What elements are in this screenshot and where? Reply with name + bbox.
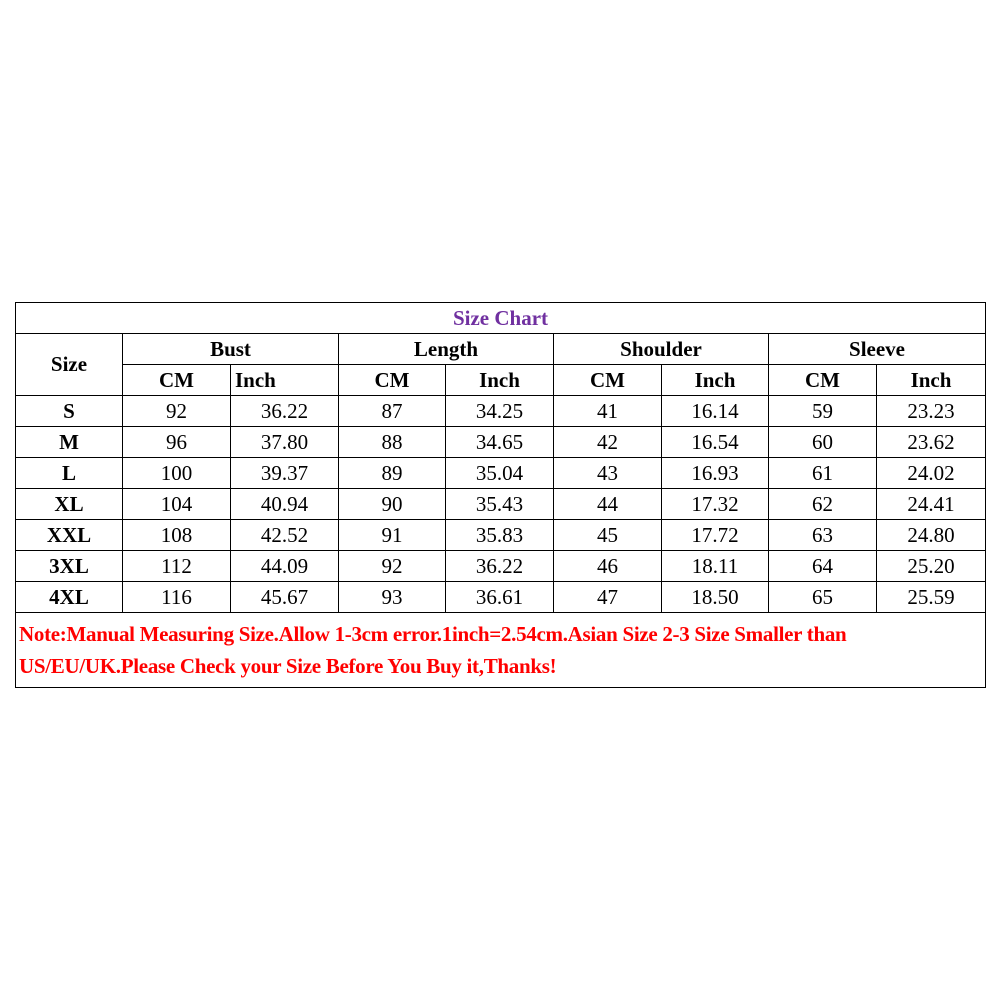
shoulder-cm-cell: 42 [554,427,662,458]
sleeve-cm-cell: 61 [769,458,877,489]
title-row [16,303,986,334]
sleeve-cm-cell: 62 [769,489,877,520]
bust-inch-cell: 45.67 [231,582,339,613]
bust-inch-cell: 37.80 [231,427,339,458]
length-inch-cell: 35.83 [446,520,554,551]
table-row [16,396,986,427]
shoulder-inch-cell: 17.32 [662,489,769,520]
sleeve-inch-cell: 24.80 [877,520,986,551]
bust-cm-cell: 96 [123,427,231,458]
measurement-note: Note:Manual Measuring Size.Allow 1-3cm error.1inch=2.54cm.Asian Size 2-3 Size Smaller than US/EU/UK.Please Check your Size Before You Buy it,Thanks! [16,613,986,688]
group-header-row [16,334,986,365]
table-row [16,551,986,582]
bust-inch-cell: 39.37 [231,458,339,489]
table-row [16,489,986,520]
shoulder-inch-cell: 16.54 [662,427,769,458]
unit-header-cm: CM [339,365,446,396]
unit-header-cm: CM [554,365,662,396]
bust-inch-cell: 44.09 [231,551,339,582]
bust-inch-cell: 36.22 [231,396,339,427]
bust-cm-cell: 92 [123,396,231,427]
length-inch-cell: 35.43 [446,489,554,520]
group-header-shoulder: Shoulder [554,334,769,365]
group-header-bust: Bust [123,334,339,365]
size-label: M [16,427,123,458]
sleeve-cm-cell: 64 [769,551,877,582]
unit-header-cm: CM [123,365,231,396]
length-cm-cell: 91 [339,520,446,551]
shoulder-inch-cell: 18.11 [662,551,769,582]
unit-header-inch: Inch [877,365,986,396]
size-label: XL [16,489,123,520]
sleeve-inch-cell: 24.02 [877,458,986,489]
size-column-header: Size [16,334,123,396]
table-row [16,520,986,551]
sleeve-inch-cell: 25.20 [877,551,986,582]
sleeve-cm-cell: 59 [769,396,877,427]
sleeve-inch-cell: 23.62 [877,427,986,458]
shoulder-cm-cell: 44 [554,489,662,520]
length-inch-cell: 35.04 [446,458,554,489]
shoulder-inch-cell: 18.50 [662,582,769,613]
note-row [16,613,986,688]
sleeve-cm-cell: 63 [769,520,877,551]
bust-cm-cell: 116 [123,582,231,613]
table-row [16,458,986,489]
unit-header-inch: Inch [231,365,339,396]
length-cm-cell: 87 [339,396,446,427]
unit-header-inch: Inch [662,365,769,396]
unit-header-row [16,365,986,396]
unit-header-inch: Inch [446,365,554,396]
length-cm-cell: 88 [339,427,446,458]
sleeve-inch-cell: 23.23 [877,396,986,427]
shoulder-inch-cell: 17.72 [662,520,769,551]
length-cm-cell: 89 [339,458,446,489]
table-row [16,582,986,613]
bust-inch-cell: 40.94 [231,489,339,520]
sleeve-cm-cell: 60 [769,427,877,458]
length-inch-cell: 34.25 [446,396,554,427]
sleeve-cm-cell: 65 [769,582,877,613]
bust-cm-cell: 112 [123,551,231,582]
length-cm-cell: 90 [339,489,446,520]
shoulder-inch-cell: 16.14 [662,396,769,427]
size-label: 4XL [16,582,123,613]
shoulder-cm-cell: 43 [554,458,662,489]
shoulder-cm-cell: 47 [554,582,662,613]
shoulder-inch-cell: 16.93 [662,458,769,489]
unit-header-cm: CM [769,365,877,396]
bust-cm-cell: 100 [123,458,231,489]
sleeve-inch-cell: 25.59 [877,582,986,613]
size-label: S [16,396,123,427]
length-inch-cell: 36.22 [446,551,554,582]
shoulder-cm-cell: 41 [554,396,662,427]
group-header-sleeve: Sleeve [769,334,986,365]
table-row [16,427,986,458]
chart-title: Size Chart [16,303,986,334]
shoulder-cm-cell: 45 [554,520,662,551]
sleeve-inch-cell: 24.41 [877,489,986,520]
length-cm-cell: 92 [339,551,446,582]
size-chart-table [15,302,986,688]
size-label: L [16,458,123,489]
size-label: 3XL [16,551,123,582]
bust-inch-cell: 42.52 [231,520,339,551]
bust-cm-cell: 108 [123,520,231,551]
length-inch-cell: 34.65 [446,427,554,458]
length-inch-cell: 36.61 [446,582,554,613]
shoulder-cm-cell: 46 [554,551,662,582]
group-header-length: Length [339,334,554,365]
length-cm-cell: 93 [339,582,446,613]
size-label: XXL [16,520,123,551]
bust-cm-cell: 104 [123,489,231,520]
